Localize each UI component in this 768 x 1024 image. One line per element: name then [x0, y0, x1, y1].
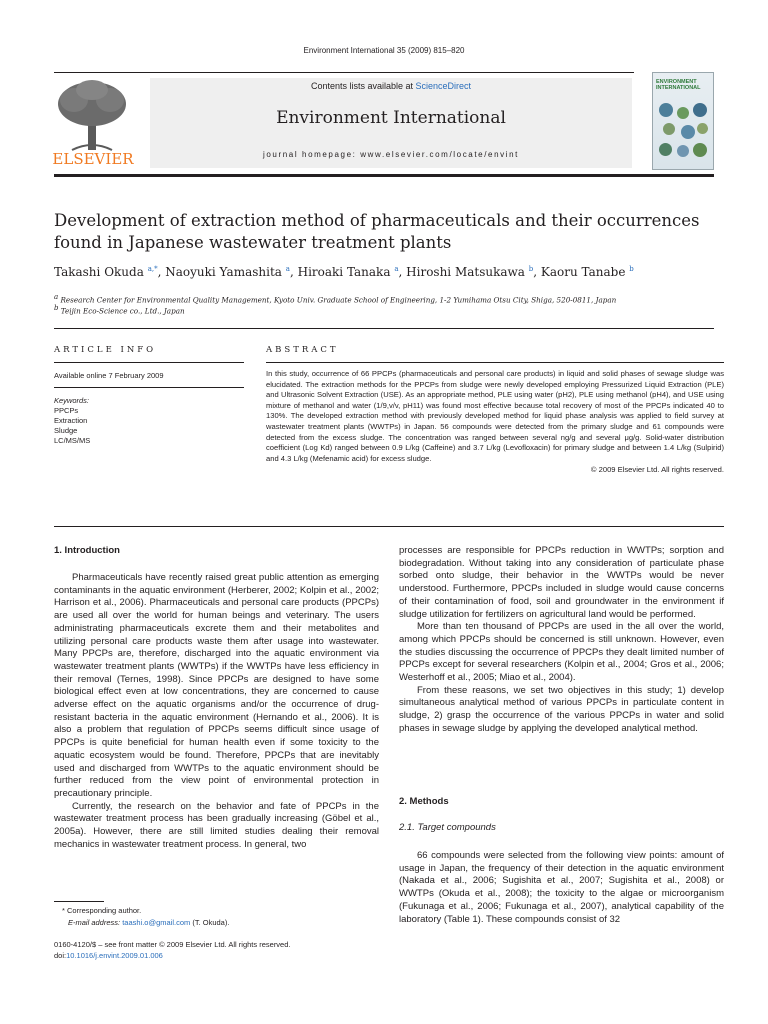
author-name: Hiroaki Tanaka [297, 265, 391, 279]
available-online: Available online 7 February 2009 [54, 371, 164, 380]
sciencedirect-link[interactable]: ScienceDirect [415, 81, 472, 91]
affiliation-a: $^a$ Research Center for Environmental Quality Management, Kyoto Univ. Graduate School of Engineering, 1-2 Yumihama Otsu City, Shiga, 520-0811, Japan [54, 293, 617, 305]
article-title: Development of extraction method of pharmaceuticals and their occurrences found in Japanese wastewater treatment plants [54, 211, 700, 252]
doi-link[interactable]: 10.1016/j.envint.2009.01.006 [66, 951, 163, 960]
target-compounds-heading: 2.1. Target compounds [399, 822, 496, 833]
author-affiliation-mark[interactable]: a [285, 265, 290, 273]
email-line: E-mail address: taashi.o@gmail.com (T. Okuda). [68, 918, 230, 927]
author-affiliation-mark[interactable]: a [394, 265, 399, 273]
body-paragraph: More than ten thousand of PPCPs are used in the all over the world, among which PPCPs should be concerned is still unknown. However, even the studies discussing the occurrence of PPCPs they dealt limited number of PPCPs except for several researchers (Kolpin et al., 2004; Gros et al., 2006; Westerhoff et al., 2005; Miao et al., 2004). [399, 621, 724, 684]
issn-line: 0160-4120/$ – see front matter © 2009 Elsevier Ltd. All rights reserved. [54, 940, 291, 949]
section-rule [54, 526, 724, 527]
journal-reference: Environment International 35 (2009) 815–820 [303, 46, 465, 55]
introduction-heading: 1. Introduction [54, 545, 120, 556]
keywords-title: Keywords: [54, 396, 90, 405]
doi-line: doi:10.1016/j.envint.2009.01.006 [54, 951, 163, 960]
right-column [399, 545, 724, 736]
header-rule-thick [54, 174, 714, 177]
author-name: Hiroshi Matsukawa [406, 265, 525, 279]
contents-line [150, 81, 632, 91]
contents-prefix: Contents lists available at [310, 81, 416, 91]
section-rule [54, 328, 714, 329]
keyword: LC/MS/MS [54, 436, 91, 445]
abstract-label: ABSTRACT [266, 345, 339, 355]
keyword: PPCPs [54, 406, 79, 415]
keyword: Extraction [54, 416, 88, 425]
body-paragraph: From these reasons, we set two objectives in this study; 1) develop simultaneous analytical method of various PPCPs in particulate content in sludge, 2) grasp the occurrence of the various PPCPs in water and solid phases in sewage sludge by applying the developed analytical method. [399, 684, 724, 734]
elsevier-wordmark: ELSEVIER [52, 150, 134, 166]
keyword: Sludge [54, 426, 78, 435]
article-info-label: ARTICLE INFO [54, 345, 157, 355]
elsevier-logo [52, 78, 134, 166]
abstract-rule [266, 362, 724, 363]
body-paragraph: 66 compounds were selected from the following view points: amount of usage in Japan, the frequency of their detection in the aquatic environment (Nakada et al., 2006; Sugishita et al., 2007; Sugishita et al., 2008) or WWTPs (Okuda et al., 2008); the toxicity to the algae or microorganism (Fukunaga et al., 2006; Fukunaga et al., 2007), analytical capability of the laboratory (Table 1). These compounds consist of 32 [399, 850, 724, 925]
abstract-text: In this study, occurrence of 66 PPCPs (pharmaceuticals and personal care products) in liquid and solid phases of sewage sludge was elucidated. The extraction methods for the PPCPs from sludge were newly developed employing Pressurized Liquid Extraction (PLE) and Ultrasonic Solvent Extraction (USE). As an appropriate method, PLE using water (pH2), PLE using methanol (pH4), and USE using mixture of methanol and water (1/9,v/v, pH11) was found most effective because total recovery of most of the PPCPs indicated 40 to 130%. The developed extraction method with previously developed method for liquid phase analysis was applied to field survey at wastewater treatment plants (WWTPs) in Japan. 56 compounds were detected from the primary sludge and 61 compounds were detected from the excess sludge. The concentration was ranged between several ng/g and several μg/g. Solid-water distribution coefficient (Log Kd) ranged between 0.9 L/kg (Caffeine) and 3.7 L/kg (Levofloxacin) for primary sludge and between 1.4 L/kg (Sulpirid) and 4.3 L/kg (Mefenamic acid) for excess sludge. [266, 369, 724, 463]
copyright: © 2009 Elsevier Ltd. All rights reserved. [590, 465, 724, 475]
author-name: Takashi Okuda [54, 265, 144, 279]
author-affiliation-mark[interactable]: b [528, 265, 534, 273]
elsevier-tree-icon [52, 78, 134, 166]
author-list: Takashi Okuda $^{a,*}$, Naoyuki Yamashita $^a$, Hiroaki Tanaka $^a$, Hiroshi Matsukawa $^b$, Kaoru Tanabe $^b$ [54, 265, 634, 279]
author-name: Kaoru Tanabe [540, 265, 626, 279]
cover-title: ENVIRONMENT INTERNATIONAL [656, 79, 701, 91]
keywords-block [54, 396, 244, 446]
header-rule [54, 72, 634, 73]
right-column-cont [399, 850, 724, 926]
body-paragraph: processes are responsible for PPCPs reduction in WWTPs; sorption and biodegradation. Without taking into any consideration of particulate phase sorbed onto sludge, their behavior in the WWTPs would be never understood. Furthermore, PPCPs included in sludge would cause concerns of their contamination of food, soil and groundwater in the environment if sludge utilization for fertilizers on agricultural land would be performed. [399, 545, 724, 620]
journal-homepage[interactable]: journal homepage: www.elsevier.com/locate/envint [262, 150, 519, 159]
author-affiliation-mark[interactable]: b [629, 265, 634, 273]
affiliation-b: $^b$ Teijin Eco-Science co., Ltd., Japan [54, 304, 185, 316]
author-name: Naoyuki Yamashita [165, 265, 282, 279]
author-affiliation-mark[interactable]: a,* [147, 265, 158, 273]
info-rule [54, 387, 244, 388]
footnote-rule [54, 901, 104, 902]
left-column [54, 572, 379, 851]
body-paragraph: Currently, the research on the behavior and fate of PPCPs in the wastewater treatment process has been gradually increasing (Göbel et al., 2005a). However, there are still limited studies dealing their removal mechanics in wastewater treatment process. In general, two [54, 800, 379, 850]
info-rule [54, 362, 244, 363]
body-paragraph: Pharmaceuticals have recently raised great public attention as emerging contaminants in the aquatic environment (Herberer, 2002; Kolpin et al., 2002; Harrison et al., 2006). Pharmaceuticals and personal care products (PPCPs) are used all over the world for human beings and veterinary. The users administrating pharmaceuticals excrete them and their metabolites and utilizing personal care products waste them after usage into wastewater. Many PPCPs are, therefore, discharged into the aquatic environment via wastewater treatment plants (WWTPs) if the WWTPs have less efficiency in their removal (Ternes, 1998). Since PPCPs are designed to have some biological effect even at low concentrations, they are concerned to cause adverse effect on the aquatic organisms and/or the occurrence of drug-resistant bacteria in the aquatic environment (Hernando et al., 2006). It is also a problem that regulation of PPCPs seems difficult since usage of PPCPs is quite beneficial for human health even if some toxicity to the aquatic ecosystem would be found. Therefore, PPCPs that are inevitably used and discharged from WWTPs to the aquatic environment should be further reduced from the view point of environmental protection in precautionary principle. [54, 572, 379, 799]
corresponding-author: * Corresponding author. [62, 906, 142, 915]
methods-heading: 2. Methods [399, 796, 449, 807]
abstract-body [266, 369, 724, 476]
journal-cover [652, 72, 714, 170]
journal-name: Environment International [276, 108, 506, 128]
email-link[interactable]: taashi.o@gmail.com [122, 918, 191, 927]
